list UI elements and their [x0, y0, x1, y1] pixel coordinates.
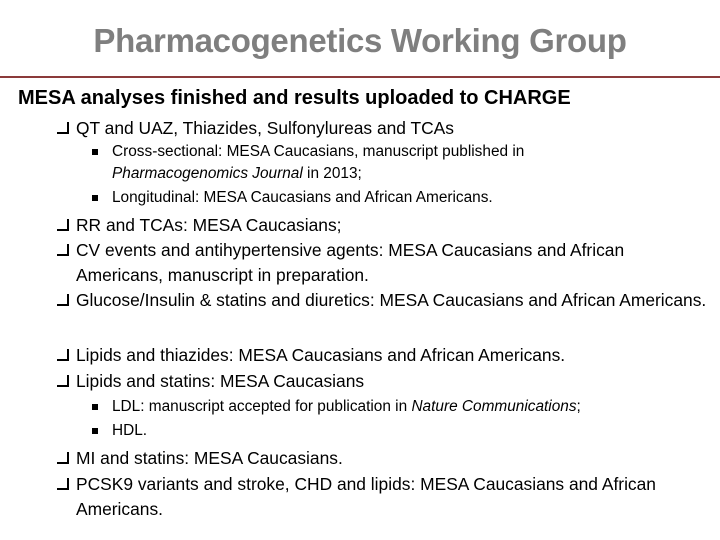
list-item: Lipids and thiazides: MESA Caucasians and African Americans.	[57, 343, 707, 368]
list-item: CV events and antihypertensive agents: MESA Caucasians and African Americans, manuscript in preparation.	[57, 238, 707, 288]
checkbox-bullet-icon	[57, 478, 69, 490]
checkbox-bullet-icon	[57, 122, 69, 134]
checkbox-bullet-icon	[57, 452, 69, 464]
sub-item-text: Longitudinal: MESA Caucasians and African Americans.	[112, 189, 493, 206]
checkbox-bullet-icon	[57, 294, 69, 306]
sub-list-item	[92, 187, 692, 209]
checkbox-bullet-icon	[57, 349, 69, 361]
journal-name: Pharmacogenomics Journal	[112, 165, 303, 182]
list-item: QT and UAZ, Thiazides, Sulfonylureas and TCAs	[57, 116, 707, 141]
slide-title: Pharmacogenetics Working Group	[93, 22, 627, 59]
journal-name: Nature Communications	[411, 398, 577, 415]
square-bullet-icon	[92, 195, 98, 201]
sub-item-text: Cross-sectional: MESA Caucasians, manuscript published in	[112, 143, 525, 160]
checkbox-bullet-icon	[57, 244, 69, 256]
sub-list-item	[92, 396, 692, 418]
square-bullet-icon	[92, 149, 98, 155]
slide-heading: MESA analyses finished and results uploaded to CHARGE	[18, 87, 571, 109]
sub-list-item	[92, 420, 692, 442]
sub-list-item	[92, 141, 692, 185]
list-item: RR and TCAs: MESA Caucasians;	[57, 213, 707, 238]
list-item: Glucose/Insulin & statins and diuretics: MESA Caucasians and African Americans.	[57, 288, 707, 313]
sub-item-text: LDL: manuscript accepted for publication in	[112, 398, 412, 415]
list-item: PCSK9 variants and stroke, CHD and lipids: MESA Caucasians and African Americans.	[57, 472, 707, 522]
square-bullet-icon	[92, 404, 98, 410]
checkbox-bullet-icon	[57, 375, 69, 387]
sub-item-text: HDL.	[112, 422, 148, 439]
title-divider	[0, 76, 720, 78]
list-item: Lipids and statins: MESA Caucasians	[57, 369, 707, 394]
sub-item-text: ;	[576, 398, 581, 415]
square-bullet-icon	[92, 428, 98, 434]
sub-item-text: in 2013;	[302, 165, 362, 182]
list-item: MI and statins: MESA Caucasians.	[57, 446, 707, 471]
checkbox-bullet-icon	[57, 219, 69, 231]
